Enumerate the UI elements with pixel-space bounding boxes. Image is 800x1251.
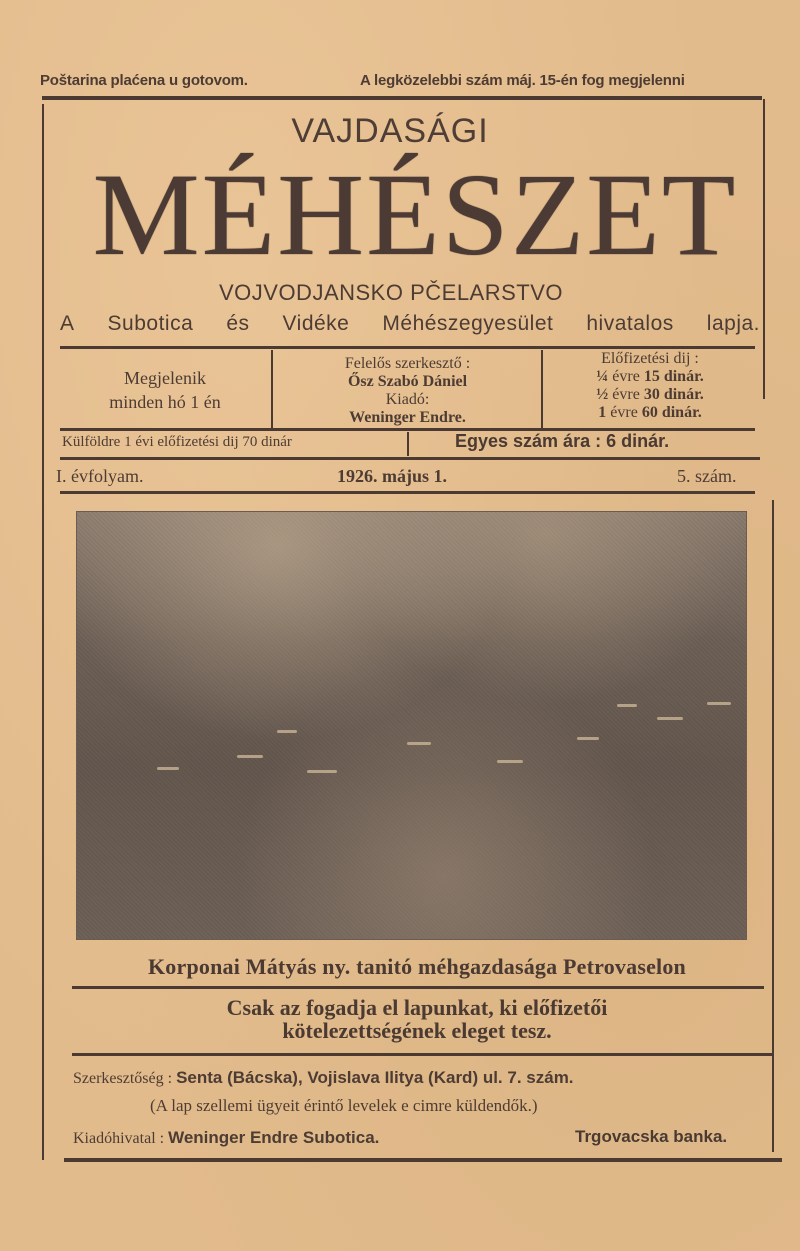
- tagline-word: Vidéke: [282, 312, 350, 335]
- title-tagline: [60, 312, 760, 336]
- tagline-word: Méhészegyesület: [382, 312, 554, 335]
- editorial-label: Szerkesztőség :: [73, 1070, 173, 1087]
- issue-line-rule: [60, 491, 755, 494]
- notice-line2: kötelezettségének eleget tesz.: [282, 1018, 552, 1043]
- issue-date: 1926. május 1.: [337, 466, 448, 486]
- publisher-label: Kiadó:: [385, 391, 430, 408]
- editorial-address: Senta (Bácska), Vojislava Ilitya (Kard) ul. 7. szám.: [176, 1068, 574, 1087]
- subscription-period: 1: [598, 404, 607, 421]
- subscription-notice: [70, 996, 764, 1042]
- notice-line1: Csak az fogadja el lapunkat, ki előfizetői: [226, 995, 608, 1020]
- subscription-price: 30 dinár.: [643, 386, 704, 403]
- subscription-row: [545, 368, 755, 386]
- magazine-title: MÉHÉSZET: [92, 149, 738, 280]
- next-issue-note: A legközelebbi szám máj. 15-én fog megjelenni: [360, 72, 685, 89]
- frequency-line1: Megjelenik: [124, 368, 206, 388]
- frequency-block: [60, 366, 270, 414]
- single-issue-price: Egyes szám ára : 6 dinár.: [455, 431, 670, 451]
- tagline-word: hivatalos: [586, 312, 674, 335]
- footer-top-rule: [72, 1053, 772, 1056]
- tagline-word: lapja.: [706, 312, 760, 335]
- frame-top-rule: [42, 96, 762, 100]
- subscription-label: Előfizetési dij :: [601, 350, 699, 367]
- subscription-period: ¼: [596, 368, 609, 385]
- info-box-bottom-rule: [60, 457, 760, 460]
- publishing-label: Kiadóhivatal :: [73, 1130, 165, 1147]
- price-row-divider: [407, 432, 409, 456]
- editorial-note: (A lap szellemi ügyeit érintő levelek e cimre küldendők.): [150, 1096, 538, 1115]
- editor-label: Felelős szerkesztő :: [344, 355, 471, 372]
- apiary-photo: [76, 511, 747, 940]
- issue-number: 5. szám.: [677, 466, 737, 486]
- subscription-price: 15 dinár.: [643, 368, 704, 385]
- title-overline: VAJDASÁGI: [291, 112, 489, 150]
- frame-right-rule-lower: [772, 500, 774, 1152]
- subscription-period: ½: [596, 386, 609, 403]
- info-box-divider-2: [541, 350, 543, 430]
- editors-block: [275, 355, 540, 427]
- publisher-name: Weninger Endre.: [349, 409, 466, 426]
- subscription-row: [545, 404, 755, 422]
- frame-bottom-rule: [64, 1158, 782, 1162]
- volume-label: I. évfolyam.: [56, 466, 144, 486]
- postage-note: Poštarina plaćena u gotovom.: [40, 72, 248, 89]
- subscription-text: évre: [612, 386, 640, 403]
- tagline-word: A: [60, 312, 75, 335]
- caption-rule: [72, 986, 764, 989]
- tagline-word: és: [226, 312, 250, 335]
- bank-name: Trgovacska banka.: [575, 1127, 728, 1146]
- publishing-office: [73, 1128, 379, 1148]
- info-box-top-rule: [60, 346, 755, 349]
- frame-left-rule: [42, 104, 44, 1160]
- subscription-price: 60 dinár.: [641, 404, 702, 421]
- frequency-line2: minden hó 1 én: [109, 392, 221, 412]
- editor-name: Ősz Szabó Dániel: [347, 373, 468, 390]
- subscription-text: évre: [612, 368, 640, 385]
- info-box-divider-1: [271, 350, 273, 430]
- foreign-price: Külföldre 1 évi előfizetési dij 70 dinár: [62, 434, 292, 450]
- subscription-row: [545, 386, 755, 404]
- tagline-word: Subotica: [107, 312, 194, 335]
- subscription-text: évre: [610, 404, 638, 421]
- title-subtitle-serbian: VOJVODJANSKO PČELARSTVO: [218, 280, 564, 305]
- editorial-office: [73, 1068, 574, 1088]
- publishing-address: Weninger Endre Subotica.: [168, 1128, 380, 1147]
- photo-caption: Korponai Mátyás ny. tanitó méhgazdasága Petrovaselon: [148, 954, 686, 979]
- subscription-block: [545, 350, 755, 422]
